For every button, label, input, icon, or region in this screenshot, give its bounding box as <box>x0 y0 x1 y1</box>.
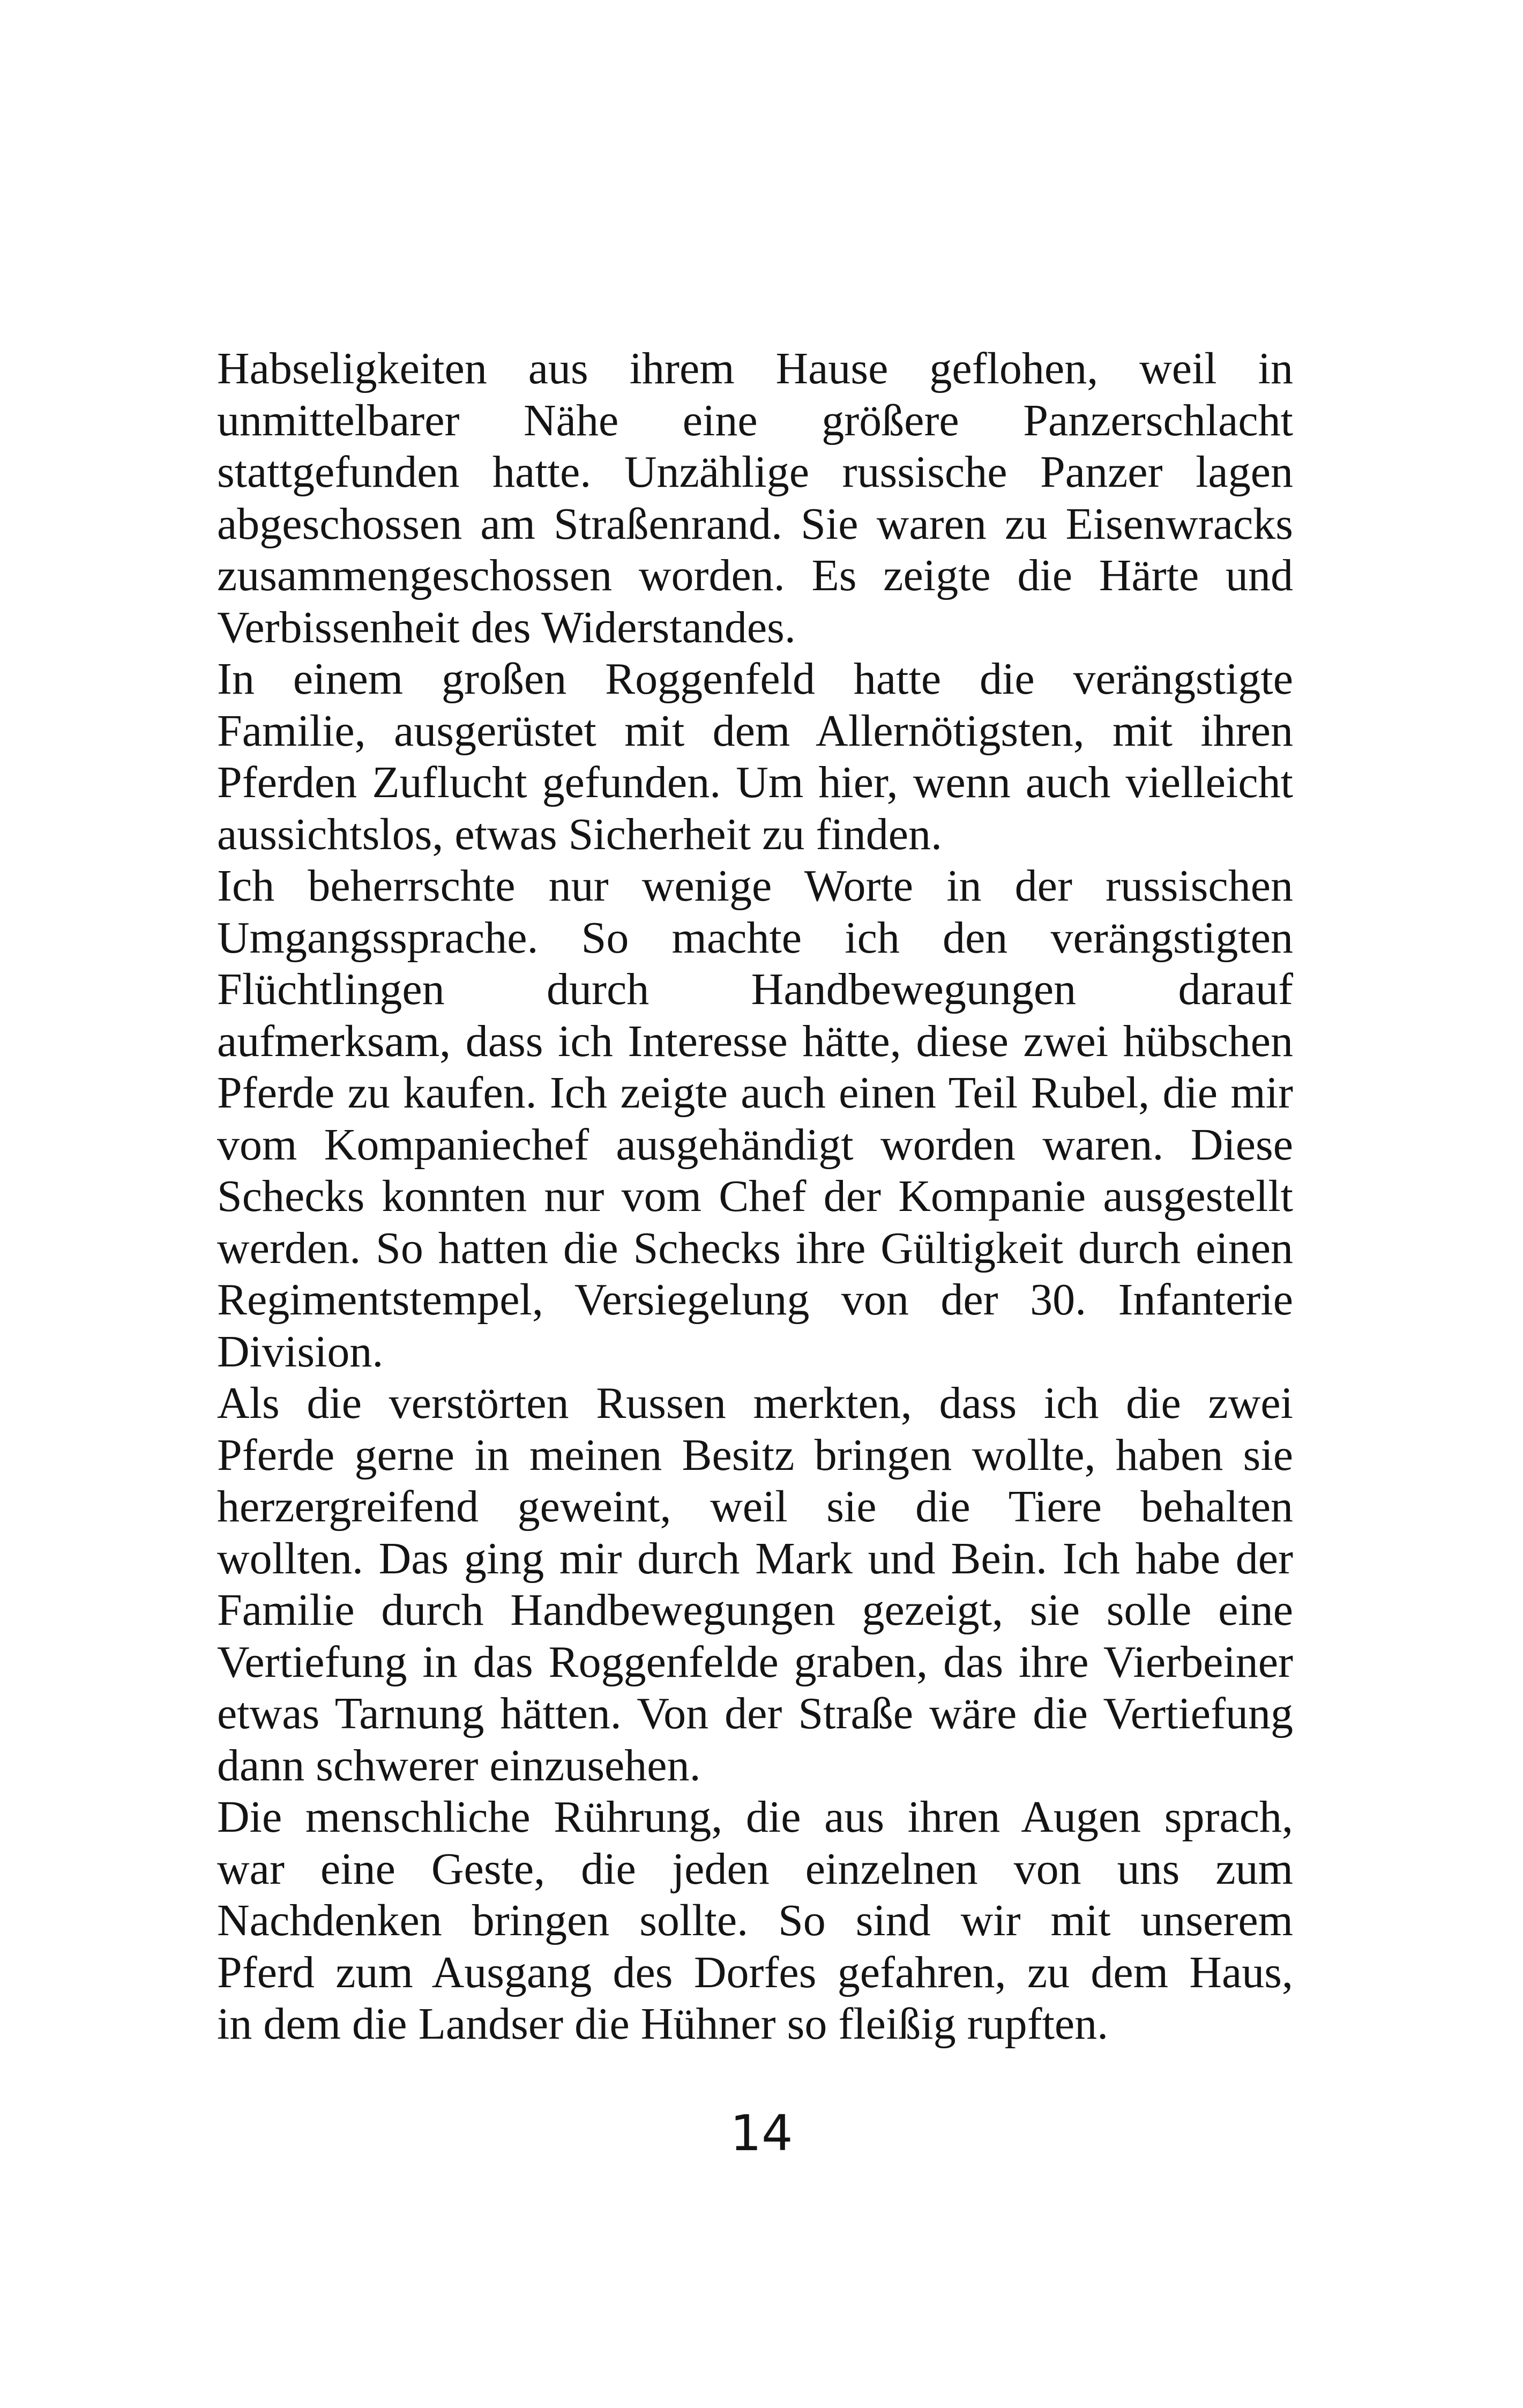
text-line: Umgangssprache. So machte ich den verängstigten <box>217 912 1293 963</box>
text-line: Pferd zum Ausgang des Dorfes gefahren, zu dem Haus, <box>217 1947 1293 1997</box>
text-line: unmittelbarer Nähe eine größere Panzerschlacht <box>217 395 1293 445</box>
text-line: abgeschossen am Straßenrand. Sie waren zu Eisenwracks <box>217 499 1293 549</box>
body-text <box>217 343 1293 2050</box>
paragraph <box>217 1378 1293 1792</box>
text-line: Flüchtlingen durch Handbewegungen darauf <box>217 964 1293 1014</box>
text-line: dann schwerer einzusehen. <box>217 1740 701 1790</box>
text-line: war eine Geste, die jeden einzelnen von uns zum <box>217 1844 1293 1894</box>
paragraph <box>217 860 1293 1378</box>
text-line: aussichtslos, etwas Sicherheit zu finden. <box>217 809 943 859</box>
text-line: zusammengeschossen worden. Es zeigte die Härte und <box>217 551 1293 600</box>
paragraph <box>217 653 1293 860</box>
text-line: stattgefunden hatte. Unzählige russische Panzer lagen <box>217 447 1293 497</box>
text-line: Division. <box>217 1326 384 1377</box>
text-line: herzergreifend geweint, weil sie die Tiere behalten <box>217 1482 1293 1532</box>
text-line: Familie durch Handbewegungen gezeigt, sie solle eine <box>217 1585 1293 1635</box>
text-line: Familie, ausgerüstet mit dem Allernötigsten, mit ihren <box>217 705 1293 756</box>
text-line: Die menschliche Rührung, die aus ihren Augen sprach, <box>217 1792 1293 1842</box>
text-line: Pferde gerne in meinen Besitz bringen wollte, haben sie <box>217 1430 1293 1480</box>
text-line: Pferde zu kaufen. Ich zeigte auch einen Teil Rubel, die mir <box>217 1068 1293 1118</box>
text-line: Pferden Zuflucht gefunden. Um hier, wenn auch vielleicht <box>217 757 1293 807</box>
paragraph <box>217 343 1293 653</box>
text-line: vom Kompaniechef ausgehändigt worden waren. Diese <box>217 1119 1293 1170</box>
page-number: 14 <box>730 2105 793 2162</box>
text-line: wollten. Das ging mir durch Mark und Bein. Ich habe der <box>217 1533 1293 1584</box>
paragraph <box>217 1792 1293 2050</box>
text-line: In einem großen Roggenfeld hatte die verängstigte <box>217 654 1293 704</box>
text-line: Ich beherrschte nur wenige Worte in der russischen <box>217 861 1293 911</box>
text-line: aufmerksam, dass ich Interesse hätte, diese zwei hübschen <box>217 1016 1293 1066</box>
text-line: werden. So hatten die Schecks ihre Gültigkeit durch einen <box>217 1223 1293 1273</box>
text-line: Vertiefung in das Roggenfelde graben, das ihre Vierbeiner <box>217 1637 1293 1687</box>
text-line: Verbissenheit des Widerstandes. <box>217 602 796 652</box>
text-line: Als die verstörten Russen merkten, dass ich die zwei <box>217 1378 1293 1428</box>
text-line: in dem die Landser die Hühner so fleißig rupften. <box>217 1999 1109 2049</box>
text-line: Nachdenken bringen sollte. So sind wir mit unserem <box>217 1896 1293 1945</box>
text-line: etwas Tarnung hätten. Von der Straße wäre die Vertiefung <box>217 1689 1293 1738</box>
text-line: Regimentstempel, Versiegelung von der 30. Infanterie <box>217 1275 1293 1325</box>
text-line: Schecks konnten nur vom Chef der Kompanie ausgestellt <box>217 1171 1293 1221</box>
text-line: Habseligkeiten aus ihrem Hause geflohen, weil in <box>217 344 1293 393</box>
